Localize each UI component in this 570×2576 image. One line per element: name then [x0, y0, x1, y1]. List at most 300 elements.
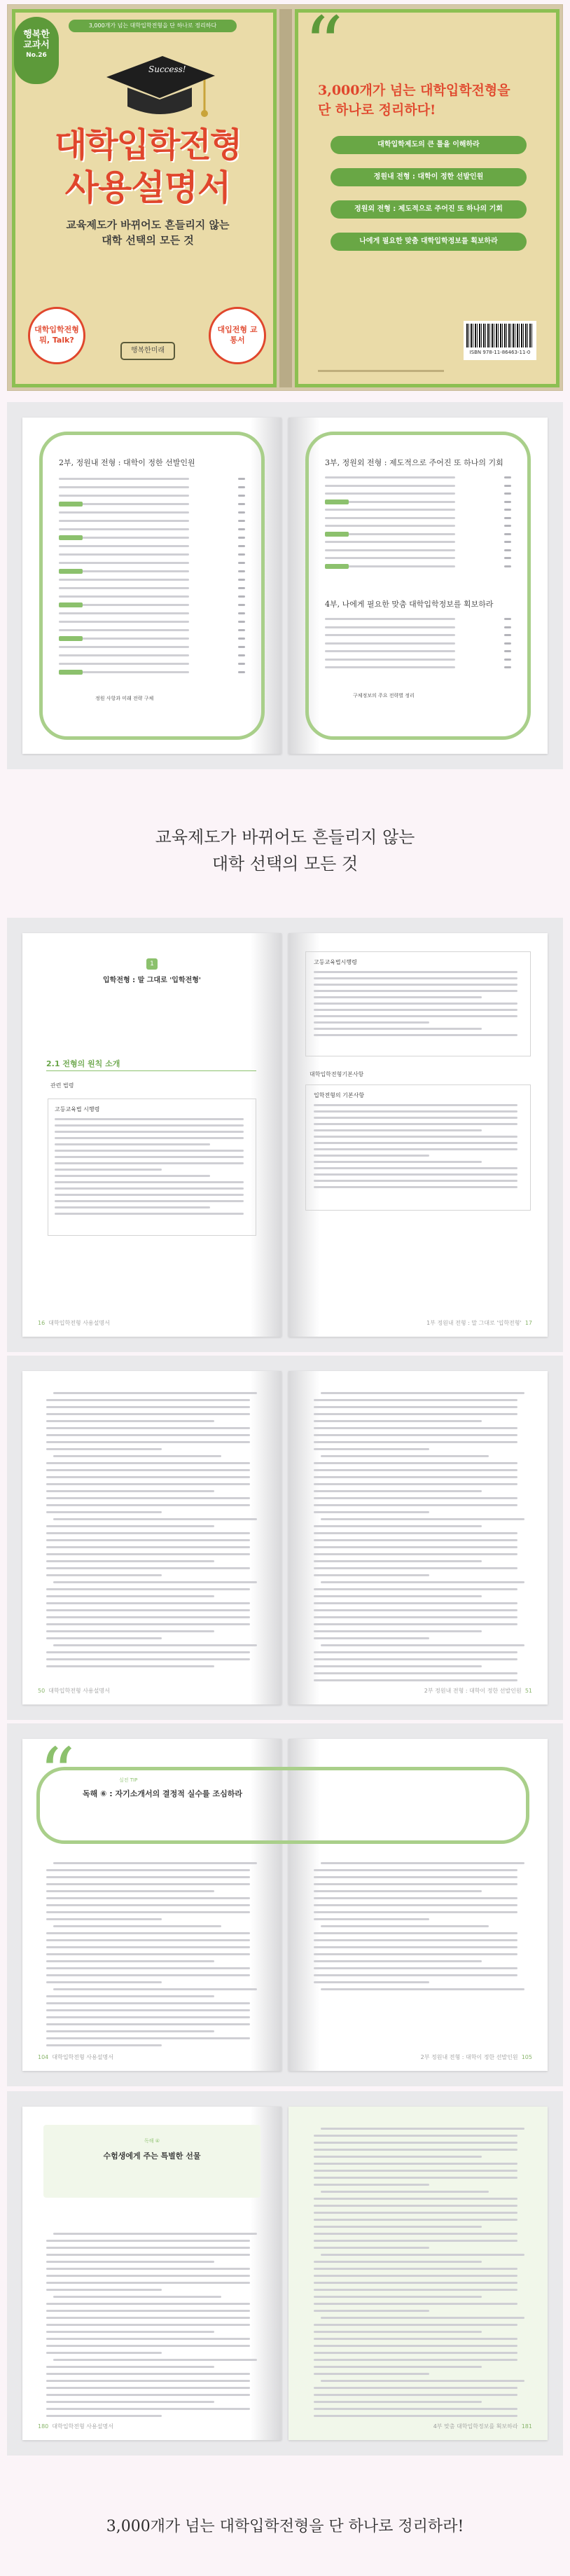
text-line [46, 2303, 250, 2305]
chapter-spread [7, 918, 563, 1352]
text-line [46, 1574, 162, 1576]
book-spine [279, 9, 292, 387]
page-ref [504, 634, 511, 636]
text-line [46, 1420, 214, 1422]
sub-heading: 관련 법령 [50, 1082, 74, 1089]
section-rule [46, 1070, 256, 1071]
text-line [321, 1455, 489, 1457]
text-line [314, 1003, 517, 1005]
text-line [314, 1186, 517, 1188]
text-line [46, 2331, 214, 2333]
text-left-page [22, 1371, 281, 1704]
text-line [55, 1169, 162, 1171]
text-line [314, 1448, 429, 1450]
text-line [55, 1175, 210, 1177]
text-line [321, 1862, 524, 1864]
tip-spread [7, 1723, 563, 2086]
gift-right-page [289, 2107, 548, 2440]
text-line [314, 1869, 517, 1871]
text-line [314, 2240, 517, 2242]
graduation-cap-icon [99, 49, 218, 126]
page-ref [238, 553, 245, 556]
section-title: 2.1 전형의 원칙 소개 [46, 1059, 120, 1068]
text-line [46, 1974, 250, 1976]
page-ref [504, 541, 511, 543]
left-footer-text: 대학입학전형 사용설명서 [48, 1320, 110, 1326]
text-line [55, 1118, 244, 1120]
text-line [314, 1028, 482, 1030]
text-line [46, 2044, 162, 2046]
text-line [314, 2352, 517, 2354]
text-line [321, 1518, 524, 1520]
text-line [325, 517, 455, 519]
toc-left-heading: 2부, 정원내 전형 : 대학이 정한 선발인원 [59, 458, 195, 467]
text-line [46, 1483, 250, 1485]
text-line [314, 1142, 517, 1144]
chapter-right-page [289, 933, 548, 1337]
text-line [314, 971, 517, 973]
text-line [46, 1602, 250, 1604]
chapter-title: 입학전형 : 말 그대로 '입학전형' [103, 977, 201, 984]
text-line [314, 2233, 517, 2235]
text-line [325, 659, 455, 661]
text-line [46, 1504, 250, 1506]
text-line [314, 2212, 517, 2214]
text-line [314, 2338, 517, 2340]
text-line [46, 2037, 250, 2039]
gift-right-page-num: 181 [521, 2423, 532, 2430]
toc-left-page [22, 418, 281, 754]
text-line [314, 1441, 517, 1443]
page-ref [238, 663, 245, 665]
tip-left-footer-text: 대학입학전형 사용설명서 [52, 2054, 113, 2060]
text-line [46, 1511, 162, 1513]
text-line [55, 1131, 244, 1133]
text-line [314, 1525, 482, 1527]
gift-label-box [43, 2125, 260, 2198]
text-line [314, 2142, 517, 2144]
caption-2-text: 3,000개가 넘는 대학입학전형을 단 하나로 정리하라! [106, 2518, 464, 2535]
text-line [314, 1939, 517, 1941]
gift-title: 수험생에게 주는 특별한 선물 [103, 2151, 201, 2161]
text-line [314, 1420, 482, 1422]
text-line [59, 553, 189, 556]
cover-subtitle-line2: 대학 선택의 모든 것 [102, 234, 194, 247]
text-left-lines [46, 1392, 256, 1693]
text-line [46, 2345, 250, 2347]
text-line [325, 476, 455, 478]
page-ref [238, 570, 245, 572]
text-line [314, 1129, 482, 1131]
text-line [53, 1581, 257, 1583]
page-ref [238, 638, 245, 640]
text-line [46, 1651, 250, 1653]
text-line [314, 1034, 517, 1036]
text-line [46, 2282, 250, 2284]
text-line [314, 1532, 517, 1534]
text-line [314, 2247, 429, 2249]
text-right-page [289, 1371, 548, 1704]
text-line [314, 1136, 517, 1138]
text-line [53, 1644, 257, 1646]
text-line [321, 1581, 524, 1583]
text-line [314, 1155, 429, 1157]
text-line [46, 1567, 250, 1569]
text-line [55, 1213, 244, 1215]
tip-right-footer-text: 2부 정원내 전형 : 대학이 정한 선발인원 [420, 2054, 518, 2060]
text-line [314, 2324, 517, 2326]
tip-right-page-num: 105 [521, 2054, 532, 2060]
text-line [314, 1918, 429, 1920]
text-line [59, 520, 189, 522]
publisher-logo [120, 342, 175, 360]
toc-right-bottom: 구체정보의 주요 전략별 정리 [353, 693, 415, 698]
text-line [314, 2219, 517, 2221]
text-line [314, 2331, 482, 2333]
text-line [46, 1995, 214, 1997]
gift-left-footer-text: 대학입학전형 사용설명서 [52, 2423, 113, 2430]
caption-2 [0, 2515, 570, 2539]
text-line [46, 1953, 250, 1955]
text-line [314, 2373, 429, 2375]
cover-title-line1: 대학입학전형 [54, 125, 242, 165]
tip-left-footer [38, 2053, 113, 2061]
text-line [46, 1658, 250, 1660]
section-tag [59, 569, 83, 574]
text-line [314, 1876, 517, 1878]
text-line [325, 557, 455, 559]
text-line [46, 1939, 250, 1941]
text-line [46, 1595, 214, 1597]
text-line [314, 2163, 517, 2165]
left-footer [38, 1319, 110, 1327]
text-line [59, 654, 189, 656]
text-line [46, 1448, 162, 1450]
text-line [46, 1946, 250, 1948]
text-line [314, 1890, 482, 1892]
text-line [314, 1511, 429, 1513]
text-line [314, 2366, 482, 2368]
text-line [46, 2394, 250, 2396]
section-tag [325, 500, 349, 504]
text-line [314, 2226, 482, 2228]
tip-title: 독해 ⑥ : 자기소개서의 결정적 실수를 조심하라 [83, 1789, 242, 1798]
text-line [46, 1904, 250, 1906]
tip-left-page-num: 104 [38, 2054, 49, 2060]
text-line [46, 2310, 250, 2312]
text-line [314, 2177, 517, 2179]
text-left-footer [38, 1687, 110, 1695]
text-line [314, 990, 517, 992]
text-line [314, 2268, 517, 2270]
text-line [314, 1974, 517, 1976]
text-line [46, 2289, 162, 2291]
page-ref [504, 493, 511, 495]
right-sub: 대학입학전형기본사항 [310, 1071, 364, 1077]
section-tag [59, 670, 83, 675]
text-right-footer-text: 2부 정원내 전형 : 대학이 정한 선발인원 [424, 1688, 522, 1694]
right-box-2-title: 입학전형의 기본사항 [314, 1092, 365, 1098]
toc-right-page [289, 418, 548, 754]
toc-right-lines1 [325, 476, 511, 581]
back-item-3: 정원외 전형 : 제도적으로 주어진 또 하나의 기회 [331, 200, 527, 219]
back-cover [295, 0, 559, 387]
text-line [46, 2016, 250, 2018]
text-left-page-num: 50 [38, 1688, 46, 1694]
text-line [53, 1988, 257, 1990]
text-line [314, 1883, 517, 1885]
gift-left-footer [38, 2423, 113, 2430]
text-line [46, 1897, 250, 1899]
page-ref [238, 612, 245, 614]
page-ref [238, 595, 245, 598]
text-line [53, 2233, 257, 2235]
text-line [314, 2303, 517, 2305]
text-line [46, 1441, 250, 1443]
tip-left-lines [46, 1862, 256, 2058]
text-line [46, 2401, 214, 2403]
law-box-title: 고등교육법 시행령 [55, 1106, 100, 1113]
text-line [59, 511, 189, 514]
book-cover [7, 0, 563, 391]
section-tag [59, 535, 83, 540]
text-line [46, 2366, 214, 2368]
text-line [314, 1462, 517, 1464]
text-line [314, 1117, 517, 1119]
text-line [314, 2198, 517, 2200]
text-line [46, 1476, 250, 1478]
text-line [59, 579, 189, 581]
text-line [46, 1490, 214, 1492]
page-ref [504, 549, 511, 551]
barcode-number: ISBN 978-11-86463-11-0 [469, 350, 531, 355]
gift-spread [7, 2091, 563, 2456]
tip-right-footer [421, 2053, 532, 2061]
page-ref [238, 486, 245, 488]
text-line [314, 1595, 482, 1597]
text-line [314, 1021, 429, 1024]
text-line [46, 1890, 214, 1892]
tip-frame-right [274, 1767, 529, 1844]
text-line [314, 1567, 517, 1569]
text-line [325, 525, 455, 527]
text-line [325, 626, 455, 628]
text-line [55, 1162, 244, 1164]
toc-right-heading2: 4부, 나에게 필요한 맞춤 대학입학정보를 획보하라 [325, 600, 494, 609]
right-box-1-title: 고등교육법시행령 [314, 959, 357, 965]
text-line [314, 1110, 517, 1113]
text-line [314, 2345, 517, 2347]
text-line [59, 646, 189, 648]
text-line [314, 1679, 517, 1681]
chapter-left-page [22, 933, 281, 1337]
caption-1 [0, 824, 570, 877]
text-line [314, 1609, 517, 1611]
text-line [325, 485, 455, 487]
gift-right-footer [433, 2423, 532, 2430]
text-line [314, 2415, 517, 2417]
caption-1-line1: 교육제도가 바뀌어도 흔들리지 않는 [155, 827, 415, 847]
top-banner: 3,000개가 넘는 대학입학전형을 단 하나로 정리하다 [69, 20, 237, 32]
text-line [321, 2380, 524, 2382]
text-line [55, 1194, 244, 1196]
text-line [325, 509, 455, 511]
page-ref [504, 642, 511, 645]
text-line [46, 1399, 250, 1401]
round-badge-right [209, 307, 266, 364]
right-footer-text: 1부 정원내 전형 : 말 그대로 '입학전형' [426, 1320, 522, 1326]
text-line [321, 1644, 524, 1646]
page-ref [504, 650, 511, 652]
text-line [46, 1553, 250, 1555]
section-tag [59, 502, 83, 507]
text-line [46, 1546, 250, 1548]
round-badge-left [28, 307, 85, 364]
text-line [46, 1609, 250, 1611]
text-line [46, 2240, 250, 2242]
text-line [46, 1525, 214, 1527]
text-line [314, 2135, 517, 2137]
text-line [314, 2408, 517, 2410]
text-line [46, 2247, 250, 2249]
page-ref [504, 501, 511, 503]
text-line [53, 1925, 221, 1927]
text-line [46, 2324, 250, 2326]
text-line [314, 984, 517, 986]
gift-left-lines [46, 2233, 256, 2429]
text-line [314, 1651, 517, 1653]
text-line [46, 2373, 250, 2375]
barcode-bars [466, 324, 534, 347]
text-line [46, 1427, 250, 1429]
round-badge-right-text: 대입전형 교통서 [217, 325, 258, 345]
text-line [314, 2156, 482, 2158]
tip-quote-mark: “ [39, 1733, 76, 1814]
gift-left-page-num: 180 [38, 2423, 49, 2430]
text-line [46, 2002, 250, 2004]
text-line [314, 1546, 517, 1548]
text-line [314, 2289, 517, 2291]
text-line [46, 1960, 214, 1962]
gift-left-page [22, 2107, 281, 2440]
text-line [46, 2352, 162, 2354]
toc-left-lines [59, 478, 245, 688]
page-ref [238, 520, 245, 522]
text-line [314, 2170, 517, 2172]
page-ref [238, 528, 245, 530]
text-right-footer [424, 1687, 532, 1695]
gift-right-footer-text: 4부 맞춤 대학입학정보를 획보하라 [433, 2423, 518, 2430]
text-line [46, 1665, 214, 1667]
text-line [46, 1876, 250, 1878]
text-line [53, 2296, 221, 2298]
text-line [59, 478, 189, 480]
text-line [314, 1623, 517, 1625]
quote-mark: “ [304, 0, 344, 90]
text-line [314, 1406, 517, 1408]
text-line [46, 1630, 214, 1632]
chapter-label: 1 [146, 958, 158, 970]
text-line [325, 493, 455, 495]
text-line [55, 1156, 244, 1158]
text-line [314, 1946, 517, 1948]
text-line [46, 1883, 250, 1885]
page-ref [504, 517, 511, 519]
text-line [46, 1532, 250, 1534]
text-line [325, 549, 455, 551]
text-line [46, 1462, 250, 1464]
text-line [314, 1497, 517, 1499]
text-line [314, 2149, 517, 2151]
back-headline-line1: 3,000개가 넘는 대학입학전형을 [318, 83, 510, 98]
back-item-2: 정원내 전형 : 대학이 정한 선발인원 [331, 168, 527, 186]
text-line [314, 1981, 429, 1983]
text-line [314, 977, 517, 979]
text-line [46, 2023, 250, 2025]
text-right-lines [314, 1392, 524, 1693]
badge [14, 17, 59, 84]
text-line [59, 663, 189, 665]
text-line [314, 2310, 429, 2312]
text-line [314, 1483, 517, 1485]
text-line [314, 1904, 517, 1906]
text-line [314, 2394, 517, 2396]
text-line [53, 1392, 257, 1394]
text-line [314, 996, 482, 998]
text-line [314, 1009, 517, 1011]
page-ref [504, 525, 511, 527]
tip-right-lines [314, 1862, 524, 2002]
text-line [46, 2268, 250, 2270]
text-line [59, 545, 189, 547]
text-line [314, 1574, 429, 1576]
text-line [321, 2254, 524, 2256]
text-line [46, 1616, 250, 1618]
text-line [46, 1497, 250, 1499]
text-line [46, 2415, 162, 2417]
text-line [314, 1476, 517, 1478]
text-line [321, 1988, 524, 1990]
section-tag [325, 564, 349, 569]
text-line [46, 1918, 162, 1920]
text-line [314, 1180, 517, 1182]
text-line [314, 2205, 517, 2207]
page-ref [504, 666, 511, 668]
page-ref [238, 503, 245, 505]
text-line [314, 2296, 482, 2298]
section-tag [59, 636, 83, 641]
text-line [325, 541, 455, 543]
text-line [314, 1630, 482, 1632]
page-ref [504, 626, 511, 628]
text-line [314, 1911, 517, 1913]
page-ref [238, 671, 245, 673]
text-line [46, 1588, 250, 1590]
page-ref [504, 533, 511, 535]
back-item-list [331, 136, 527, 265]
text-line [46, 1967, 250, 1969]
text-spread [7, 1356, 563, 1720]
text-line [314, 1173, 517, 1176]
text-line [314, 1637, 429, 1639]
toc-left-bottom: 정원 사항과 미래 전략 구체 [95, 696, 154, 701]
text-line [59, 612, 189, 614]
text-line [314, 1560, 482, 1562]
tip-left-page [22, 1733, 281, 2071]
text-line [59, 486, 189, 488]
page-ref [238, 604, 245, 606]
text-line [314, 1148, 517, 1150]
